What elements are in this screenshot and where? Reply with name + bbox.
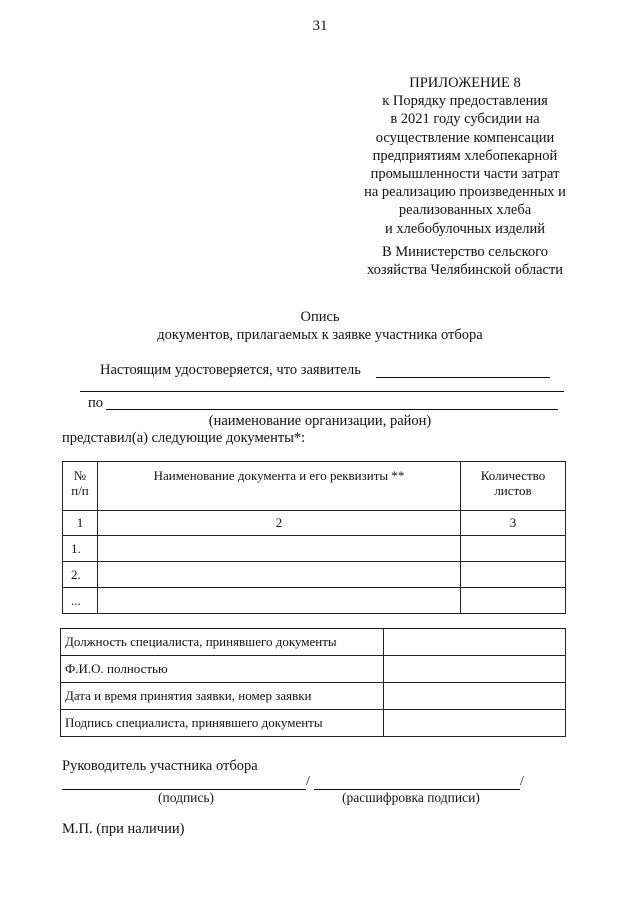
acceptance-value-cell[interactable]: [384, 629, 566, 656]
sheet-count-cell[interactable]: [461, 588, 566, 614]
applicant-name-field-cont[interactable]: [80, 391, 564, 392]
table-row: [63, 536, 566, 562]
table-header-row: [63, 462, 566, 511]
addressee-line-1: В Министерство сельского: [381, 244, 549, 260]
row-index: 1.: [63, 536, 98, 562]
slash-separator: /: [306, 774, 310, 789]
appendix-line: в 2021 году субсидии на: [390, 111, 540, 128]
column-numbering-row: [63, 511, 566, 536]
signature-caption: (подпись): [158, 790, 215, 805]
sheet-count-cell[interactable]: [461, 536, 566, 562]
row-index: 2.: [63, 562, 98, 588]
document-name-cell[interactable]: [98, 562, 461, 588]
document-name-cell[interactable]: [98, 588, 461, 614]
acceptance-label: Ф.И.О. полностью: [61, 656, 384, 683]
acceptance-value-cell[interactable]: [384, 683, 566, 710]
column-number-2: 2: [98, 511, 461, 536]
organization-caption: (наименование организации, район): [208, 413, 432, 429]
column-number-1: 1: [63, 511, 98, 536]
acceptance-value-cell[interactable]: [384, 656, 566, 683]
appendix-line: к Порядку предоставления: [382, 93, 548, 110]
appendix-line: осуществление компенсации: [375, 129, 555, 146]
po-label: по: [88, 395, 104, 411]
table-row: [63, 588, 566, 614]
title-line-1: Опись: [300, 309, 340, 325]
appendix-line: на реализацию произведенных и: [364, 184, 566, 201]
appendix-line: ПРИЛОЖЕНИЕ 8: [409, 75, 521, 91]
row-index: ...: [63, 588, 98, 614]
table-row: [61, 710, 566, 737]
organization-field[interactable]: [106, 409, 558, 410]
header-number: № п/п: [63, 462, 98, 511]
appendix-line: и хлебобулочных изделий: [385, 220, 545, 237]
documents-table: [62, 461, 566, 614]
applicant-name-field[interactable]: [376, 377, 550, 378]
title-line-2: документов, прилагаемых к заявке участника отбора: [157, 327, 483, 343]
certify-label: Настоящим удостоверяется, что заявитель: [100, 362, 361, 378]
acceptance-label: Подпись специалиста, принявшего документы: [61, 710, 384, 737]
table-row: [61, 629, 566, 656]
slash-separator: /: [520, 774, 524, 789]
seal-label: М.П. (при наличии): [62, 821, 185, 837]
head-of-participant-label: Руководитель участника отбора: [62, 758, 258, 774]
table-row: [61, 683, 566, 710]
document-title: [0, 308, 640, 344]
provided-label: представил(а) следующие документы*:: [62, 430, 306, 446]
addressee-block: [330, 243, 600, 279]
acceptance-value-cell[interactable]: [384, 710, 566, 737]
sheet-count-cell[interactable]: [461, 562, 566, 588]
acceptance-label: Дата и время принятия заявки, номер заявки: [61, 683, 384, 710]
header-sheet-count: Количество листов: [461, 462, 566, 511]
column-number-3: 3: [461, 511, 566, 536]
header-document-name: Наименование документа и его реквизиты **: [98, 462, 461, 511]
acceptance-table: [60, 628, 566, 737]
signature-decoding-caption: (расшифровка подписи): [342, 790, 480, 805]
page-number: 31: [312, 18, 328, 34]
appendix-line: промышленности части затрат: [370, 166, 560, 183]
acceptance-label: Должность специалиста, принявшего документы: [61, 629, 384, 656]
document-name-cell[interactable]: [98, 536, 461, 562]
appendix-line: реализованных хлеба: [398, 202, 532, 219]
addressee-line-2: хозяйства Челябинской области: [366, 262, 564, 278]
appendix-line: предприятиям хлебопекарной: [372, 147, 558, 164]
table-row: [61, 656, 566, 683]
table-row: [63, 562, 566, 588]
appendix-block: [330, 74, 600, 238]
